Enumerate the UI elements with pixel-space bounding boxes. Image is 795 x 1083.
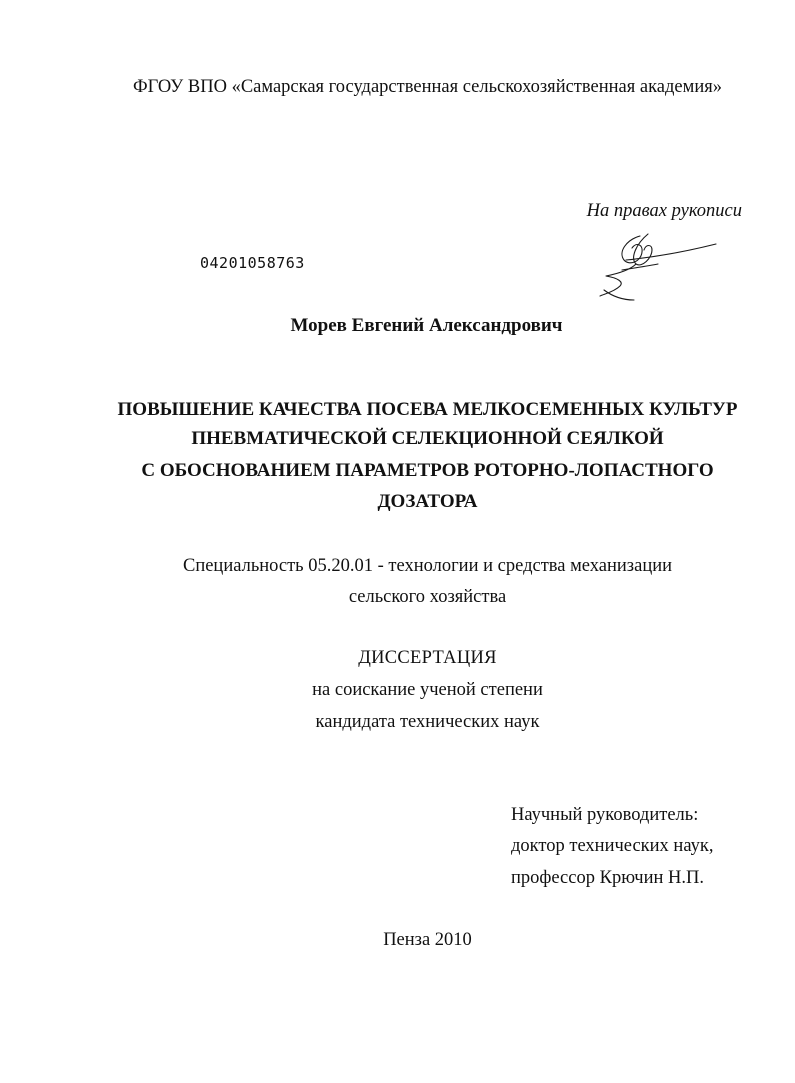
registration-code: 04201058763: [200, 254, 305, 272]
supervisor-degree: доктор технических наук,: [511, 836, 714, 856]
supervisor-label: Научный руководитель:: [511, 805, 699, 825]
title-line-4: ДОЗАТОРА: [377, 491, 478, 512]
document-type: ДИССЕРТАЦИЯ: [358, 648, 497, 668]
supervisor-name: профессор Крючин Н.П.: [511, 868, 705, 888]
city-year: Пенза 2010: [383, 930, 472, 950]
author-name: Морев Евгений Александрович: [290, 315, 563, 336]
degree-line-1: на соискание ученой степени: [312, 680, 543, 700]
specialty-line-1: Специальность 05.20.01 - технологии и средства механизации: [182, 556, 673, 576]
title-line-3: С ОБОСНОВАНИЕМ ПАРАМЕТРОВ РОТОРНО-ЛОПАСТНОГО: [141, 460, 714, 481]
specialty-line-2: сельского хозяйства: [348, 587, 507, 607]
handwritten-signature: [596, 230, 726, 305]
degree-line-2: кандидата технических наук: [315, 712, 540, 732]
institution-name: ФГОУ ВПО «Самарская государственная сельскохозяйственная академия»: [132, 77, 722, 97]
title-line-2: ПНЕВМАТИЧЕСКОЙ СЕЛЕКЦИОННОЙ СЕЯЛКОЙ: [191, 428, 664, 449]
manuscript-note: На правах рукописи: [586, 201, 742, 221]
title-line-1: ПОВЫШЕНИЕ КАЧЕСТВА ПОСЕВА МЕЛКОСЕМЕННЫХ КУЛЬТУР: [117, 399, 738, 420]
